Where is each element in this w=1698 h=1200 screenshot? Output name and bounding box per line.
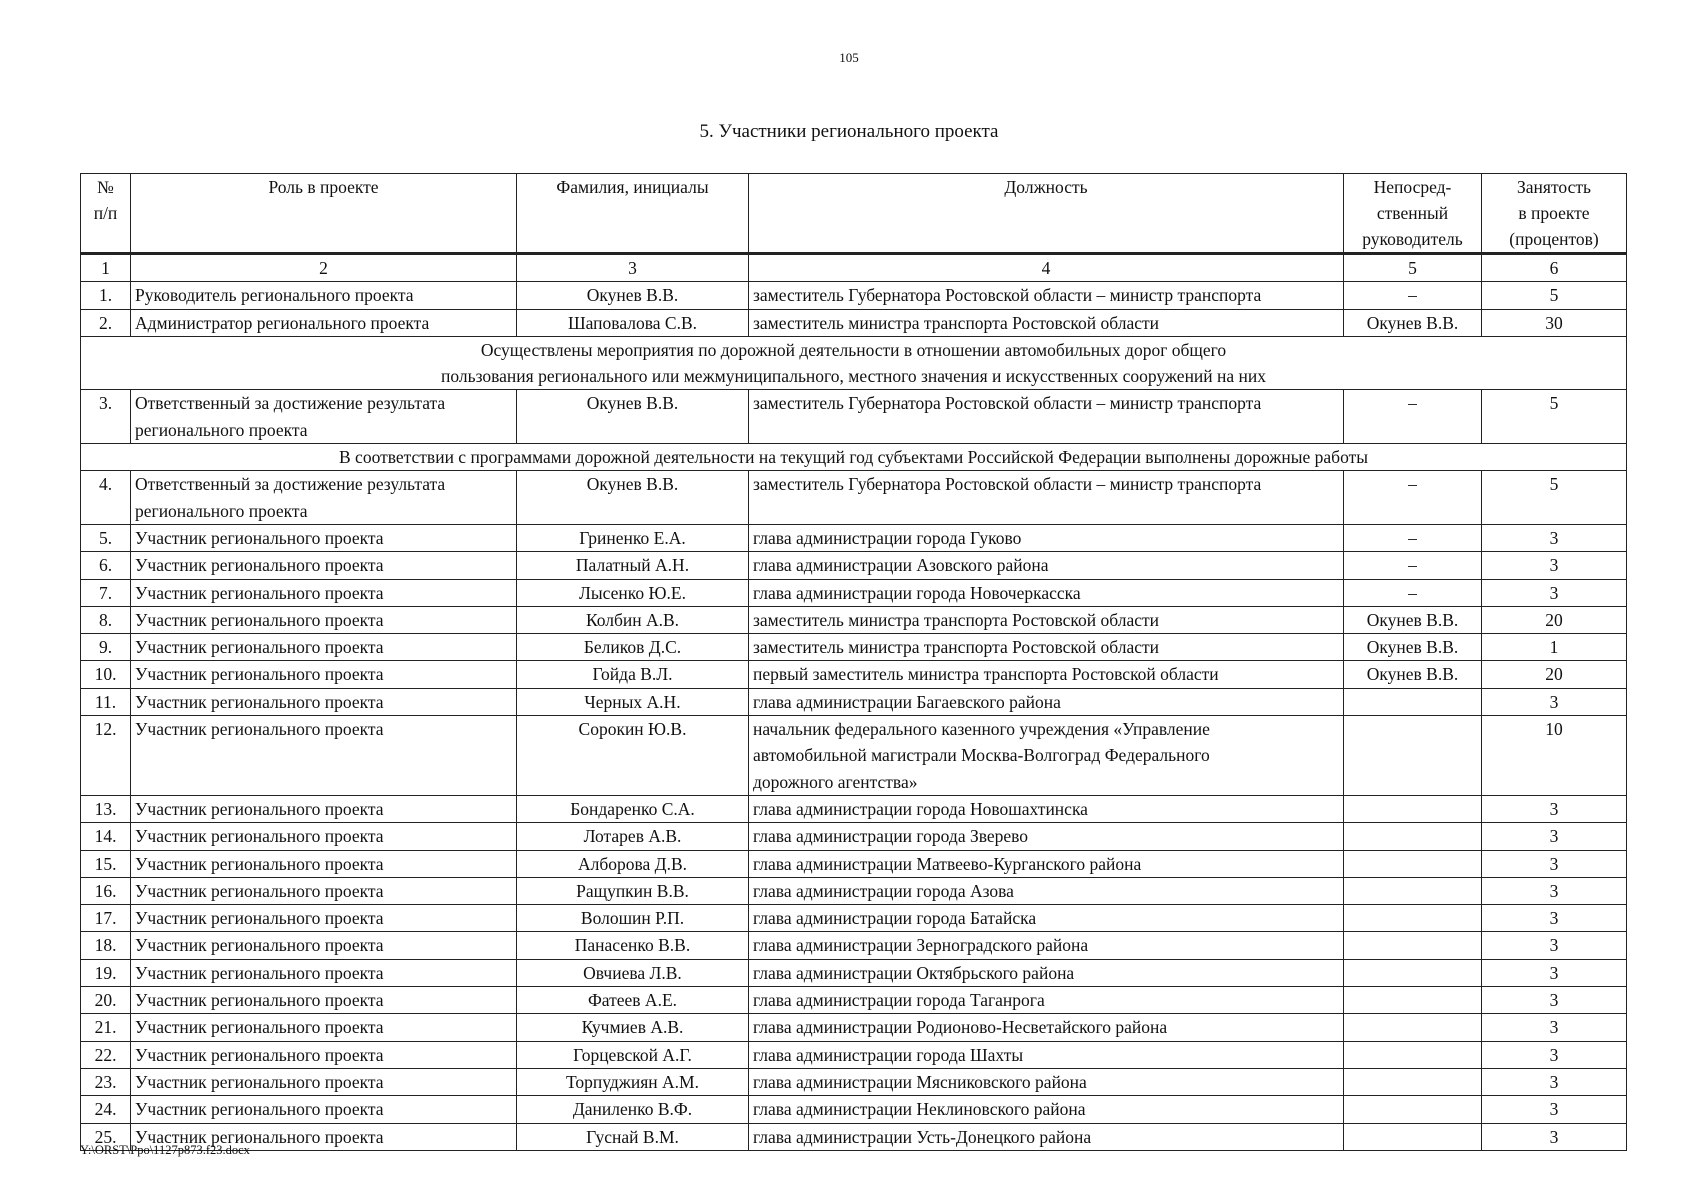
position-cell [749, 282, 1344, 309]
workload-cell: 30 [1482, 309, 1627, 336]
position-line: глава администрации Усть-Донецкого района [753, 1126, 1092, 1147]
workload-cell: 3 [1482, 905, 1627, 932]
row-number: 15. [81, 850, 131, 877]
table-row [81, 552, 1627, 579]
supervisor-cell [1344, 932, 1482, 959]
table-row [81, 959, 1627, 986]
position-cell [749, 309, 1344, 336]
header-workload-line: Занятость [1517, 177, 1591, 197]
table-row [81, 634, 1627, 661]
role-line: Участник регионального проекта [135, 935, 384, 956]
table-row [81, 1123, 1627, 1150]
position-cell [749, 579, 1344, 606]
role-line: Участник регионального проекта [135, 1017, 384, 1038]
workload-cell: 3 [1482, 795, 1627, 822]
supervisor-cell [1344, 877, 1482, 904]
position-line: глава администрации города Таганрога [753, 990, 1045, 1011]
supervisor-cell: Окунев В.В. [1344, 634, 1482, 661]
position-cell [749, 1041, 1344, 1068]
position-cell [749, 606, 1344, 633]
role-line: Администратор регионального проекта [135, 312, 430, 333]
position-line: глава администрации Багаевского района [753, 691, 1061, 712]
name-cell: Шаповалова С.В. [517, 309, 749, 336]
position-cell [749, 1123, 1344, 1150]
role-cell [131, 309, 517, 336]
position-line: глава администрации Родионово-Несветайского района [753, 1017, 1168, 1038]
table-row [81, 795, 1627, 822]
role-cell [131, 579, 517, 606]
supervisor-cell: – [1344, 282, 1482, 309]
role-line: Участник регионального проекта [135, 582, 384, 603]
row-number: 19. [81, 959, 131, 986]
table-row [81, 309, 1627, 336]
row-number: 23. [81, 1068, 131, 1095]
supervisor-cell [1344, 1123, 1482, 1150]
workload-cell: 1 [1482, 634, 1627, 661]
role-cell [131, 524, 517, 551]
role-line: Участник регионального проекта [135, 798, 384, 819]
name-cell: Окунев В.В. [517, 471, 749, 525]
position-cell [749, 959, 1344, 986]
workload-cell: 20 [1482, 606, 1627, 633]
row-number: 10. [81, 661, 131, 688]
role-line: Участник регионального проекта [135, 609, 384, 630]
table-row [81, 688, 1627, 715]
workload-cell: 3 [1482, 579, 1627, 606]
position-cell [749, 524, 1344, 551]
position-line: глава администрации города Новошахтинска [753, 798, 1088, 819]
role-line: Участник регионального проекта [135, 637, 384, 658]
role-cell [131, 606, 517, 633]
name-cell: Фатеев А.Е. [517, 987, 749, 1014]
workload-cell: 3 [1482, 959, 1627, 986]
position-cell [749, 850, 1344, 877]
header-supervisor [1344, 174, 1482, 254]
role-line: Участник регионального проекта [135, 826, 384, 847]
role-line: Ответственный за достижение результата [135, 474, 446, 495]
row-number: 16. [81, 877, 131, 904]
header-role: Роль в проекте [131, 174, 517, 254]
participants-table [80, 173, 1627, 1151]
supervisor-cell: Окунев В.В. [1344, 661, 1482, 688]
position-cell [749, 552, 1344, 579]
supervisor-cell [1344, 905, 1482, 932]
position-line: заместитель Губернатора Ростовской области – министр транспорта [753, 393, 1262, 414]
name-cell: Гуснай В.М. [517, 1123, 749, 1150]
workload-cell: 3 [1482, 877, 1627, 904]
supervisor-cell: – [1344, 524, 1482, 551]
header-num [81, 174, 131, 254]
header-supervisor-line: Непосред- [1373, 177, 1452, 197]
workload-cell: 3 [1482, 987, 1627, 1014]
row-number: 22. [81, 1041, 131, 1068]
name-cell: Горцевской А.Г. [517, 1041, 749, 1068]
role-line: Участник регионального проекта [135, 527, 384, 548]
position-cell [749, 932, 1344, 959]
role-line: Участник регионального проекта [135, 1126, 384, 1147]
role-line: Участник регионального проекта [135, 1099, 384, 1120]
position-cell [749, 661, 1344, 688]
table-row [81, 390, 1627, 444]
header-supervisor-line: ственный [1376, 203, 1449, 223]
role-cell [131, 471, 517, 525]
position-line: заместитель Губернатора Ростовской области – министр транспорта [753, 285, 1262, 306]
row-number: 7. [81, 579, 131, 606]
name-cell: Беликов Д.С. [517, 634, 749, 661]
row-number: 5. [81, 524, 131, 551]
position-cell [749, 634, 1344, 661]
role-line: Ответственный за достижение результата [135, 393, 446, 414]
name-cell: Лотарев А.В. [517, 823, 749, 850]
role-cell [131, 959, 517, 986]
header-name: Фамилия, инициалы [517, 174, 749, 254]
row-number: 3. [81, 390, 131, 444]
position-line: глава администрации Октябрьского района [753, 962, 1075, 983]
supervisor-cell [1344, 688, 1482, 715]
supervisor-cell [1344, 795, 1482, 822]
table-row [81, 905, 1627, 932]
workload-cell: 5 [1482, 471, 1627, 525]
row-number: 6. [81, 552, 131, 579]
name-cell: Волошин Р.П. [517, 905, 749, 932]
table-row [81, 932, 1627, 959]
name-cell: Колбин А.В. [517, 606, 749, 633]
section-heading-line: В соответствии с программами дорожной деятельности на текущий год субъектами Российской Федерации выполнены дорожные работы [339, 447, 1368, 468]
column-number: 1 [81, 254, 131, 282]
position-cell [749, 877, 1344, 904]
name-cell: Торпуджиян А.М. [517, 1068, 749, 1095]
position-line: глава администрации Неклиновского района [753, 1099, 1086, 1120]
name-cell: Бондаренко С.А. [517, 795, 749, 822]
position-cell [749, 795, 1344, 822]
column-number: 2 [131, 254, 517, 282]
supervisor-cell [1344, 823, 1482, 850]
header-supervisor-line: руководитель [1362, 229, 1463, 249]
supervisor-cell: – [1344, 390, 1482, 444]
section-heading-line: Осуществлены мероприятия по дорожной деятельности в отношении автомобильных дорог общего [480, 339, 1227, 360]
role-line: Участник регионального проекта [135, 719, 384, 740]
row-number: 1. [81, 282, 131, 309]
name-cell: Кучмиев А.В. [517, 1014, 749, 1041]
table-row [81, 661, 1627, 688]
table-row [81, 716, 1627, 796]
role-cell [131, 552, 517, 579]
workload-cell: 3 [1482, 1068, 1627, 1095]
role-cell [131, 634, 517, 661]
section-heading-line: пользования регионального или межмуниципального, местного значения и искусственных сооружений на них [440, 366, 1267, 387]
row-number: 2. [81, 309, 131, 336]
name-cell: Окунев В.В. [517, 282, 749, 309]
position-line: заместитель министра транспорта Ростовской области [753, 312, 1160, 333]
table-row [81, 877, 1627, 904]
position-line: заместитель министра транспорта Ростовской области [753, 637, 1160, 658]
role-line: Участник регионального проекта [135, 908, 384, 929]
position-cell [749, 987, 1344, 1014]
supervisor-cell [1344, 1068, 1482, 1095]
column-number: 3 [517, 254, 749, 282]
header-workload [1482, 174, 1627, 254]
name-cell: Гойда В.Л. [517, 661, 749, 688]
workload-cell: 3 [1482, 1041, 1627, 1068]
column-number: 5 [1344, 254, 1482, 282]
position-cell [749, 1068, 1344, 1095]
role-cell [131, 716, 517, 796]
position-cell [749, 688, 1344, 715]
workload-cell: 3 [1482, 850, 1627, 877]
table-row [81, 524, 1627, 551]
role-line: Участник регионального проекта [135, 880, 384, 901]
role-cell [131, 795, 517, 822]
column-number: 6 [1482, 254, 1627, 282]
supervisor-cell [1344, 987, 1482, 1014]
table-row [81, 850, 1627, 877]
table-body [81, 254, 1627, 1151]
role-line: Участник регионального проекта [135, 962, 384, 983]
position-line: глава администрации города Батайска [753, 908, 1037, 929]
workload-cell: 10 [1482, 716, 1627, 796]
position-line: глава администрации города Новочеркасска [753, 582, 1081, 603]
role-line: регионального проекта [135, 419, 308, 440]
row-number: 24. [81, 1096, 131, 1123]
role-cell [131, 1068, 517, 1095]
section-heading [81, 336, 1627, 390]
workload-cell: 3 [1482, 1096, 1627, 1123]
workload-cell: 3 [1482, 1123, 1627, 1150]
name-cell: Палатный А.Н. [517, 552, 749, 579]
workload-cell: 3 [1482, 688, 1627, 715]
header-position: Должность [749, 174, 1344, 254]
role-cell [131, 1014, 517, 1041]
workload-cell: 5 [1482, 390, 1627, 444]
position-line: глава администрации города Шахты [753, 1044, 1024, 1065]
supervisor-cell: – [1344, 471, 1482, 525]
position-line: глава администрации города Азова [753, 880, 1014, 901]
name-cell: Даниленко В.Ф. [517, 1096, 749, 1123]
supervisor-cell [1344, 716, 1482, 796]
position-line: глава администрации Мясниковского района [753, 1071, 1087, 1092]
section-heading [81, 444, 1627, 471]
role-cell [131, 877, 517, 904]
position-line: глава администрации города Зверево [753, 826, 1029, 847]
position-line: заместитель министра транспорта Ростовской области [753, 609, 1160, 630]
role-line: Участник регионального проекта [135, 691, 384, 712]
row-number: 9. [81, 634, 131, 661]
role-cell [131, 987, 517, 1014]
position-line: первый заместитель министра транспорта Ростовской области [753, 664, 1219, 685]
row-number: 14. [81, 823, 131, 850]
role-line: регионального проекта [135, 500, 308, 521]
column-number-row [81, 254, 1627, 282]
row-number: 11. [81, 688, 131, 715]
workload-cell: 20 [1482, 661, 1627, 688]
workload-cell: 3 [1482, 1014, 1627, 1041]
role-cell [131, 661, 517, 688]
header-workload-line: в проекте [1518, 203, 1590, 223]
supervisor-cell: Окунев В.В. [1344, 309, 1482, 336]
role-cell [131, 823, 517, 850]
role-line: Участник регионального проекта [135, 990, 384, 1011]
workload-cell: 5 [1482, 282, 1627, 309]
table-row [81, 987, 1627, 1014]
column-number: 4 [749, 254, 1344, 282]
table-row [81, 1096, 1627, 1123]
role-cell [131, 1041, 517, 1068]
row-number: 21. [81, 1014, 131, 1041]
name-cell: Окунев В.В. [517, 390, 749, 444]
role-cell [131, 1096, 517, 1123]
name-cell: Овчиева Л.В. [517, 959, 749, 986]
position-cell [749, 823, 1344, 850]
name-cell: Сорокин Ю.В. [517, 716, 749, 796]
role-cell [131, 850, 517, 877]
role-line: Участник регионального проекта [135, 853, 384, 874]
table-row [81, 1014, 1627, 1041]
position-cell [749, 1096, 1344, 1123]
workload-cell: 3 [1482, 823, 1627, 850]
role-line: Участник регионального проекта [135, 1071, 384, 1092]
row-number: 8. [81, 606, 131, 633]
workload-cell: 3 [1482, 524, 1627, 551]
table-row [81, 471, 1627, 525]
name-cell: Черных А.Н. [517, 688, 749, 715]
file-path-footer: Y:\ORST\Ppo\1127p873.f23.docx [80, 1143, 250, 1157]
row-number: 18. [81, 932, 131, 959]
position-cell [749, 471, 1344, 525]
role-line: Участник регионального проекта [135, 1044, 384, 1065]
position-line: глава администрации Азовского района [753, 555, 1049, 576]
row-number: 25. [81, 1123, 131, 1150]
role-cell [131, 390, 517, 444]
row-number: 12. [81, 716, 131, 796]
position-line: глава администрации города Гуково [753, 527, 1022, 548]
role-cell [131, 282, 517, 309]
supervisor-cell [1344, 1014, 1482, 1041]
section-row [81, 444, 1627, 471]
section-title: 5. Участники регионального проекта [699, 121, 999, 142]
role-cell [131, 932, 517, 959]
table-row [81, 823, 1627, 850]
row-number: 4. [81, 471, 131, 525]
table-row [81, 1041, 1627, 1068]
header-num-line: № [97, 177, 114, 197]
table-row [81, 606, 1627, 633]
supervisor-cell [1344, 1041, 1482, 1068]
table-row [81, 1068, 1627, 1095]
name-cell: Лысенко Ю.Е. [517, 579, 749, 606]
role-line: Руководитель регионального проекта [135, 285, 414, 306]
position-line: глава администрации Зерноградского района [753, 935, 1089, 956]
row-number: 20. [81, 987, 131, 1014]
supervisor-cell: Окунев В.В. [1344, 606, 1482, 633]
row-number: 17. [81, 905, 131, 932]
position-line: дорожного агентства» [753, 771, 918, 792]
position-line: начальник федерального казенного учреждения «Управление [753, 719, 1210, 740]
header-workload-line: (процентов) [1509, 229, 1599, 249]
row-number: 13. [81, 795, 131, 822]
workload-cell: 3 [1482, 552, 1627, 579]
position-line: заместитель Губернатора Ростовской области – министр транспорта [753, 474, 1262, 495]
role-line: Участник регионального проекта [135, 664, 384, 685]
table-row [81, 579, 1627, 606]
position-cell [749, 1014, 1344, 1041]
section-row [81, 336, 1627, 390]
table-header [81, 174, 1627, 254]
supervisor-cell [1344, 1096, 1482, 1123]
position-line: глава администрации Матвеево-Курганского района [753, 853, 1142, 874]
position-cell [749, 390, 1344, 444]
table-row [81, 282, 1627, 309]
name-cell: Алборова Д.В. [517, 850, 749, 877]
supervisor-cell [1344, 959, 1482, 986]
supervisor-cell [1344, 850, 1482, 877]
name-cell: Панасенко В.В. [517, 932, 749, 959]
position-cell [749, 716, 1344, 796]
position-line: автомобильной магистрали Москва-Волгоград Федерального [753, 745, 1210, 766]
header-row [81, 174, 1627, 254]
name-cell: Ращупкин В.В. [517, 877, 749, 904]
role-line: Участник регионального проекта [135, 555, 384, 576]
page-number: 105 [839, 50, 859, 65]
supervisor-cell: – [1344, 579, 1482, 606]
supervisor-cell: – [1344, 552, 1482, 579]
workload-cell: 3 [1482, 932, 1627, 959]
position-cell [749, 905, 1344, 932]
header-num-line: п/п [93, 203, 118, 223]
name-cell: Гриненко Е.А. [517, 524, 749, 551]
role-cell [131, 688, 517, 715]
role-cell [131, 905, 517, 932]
